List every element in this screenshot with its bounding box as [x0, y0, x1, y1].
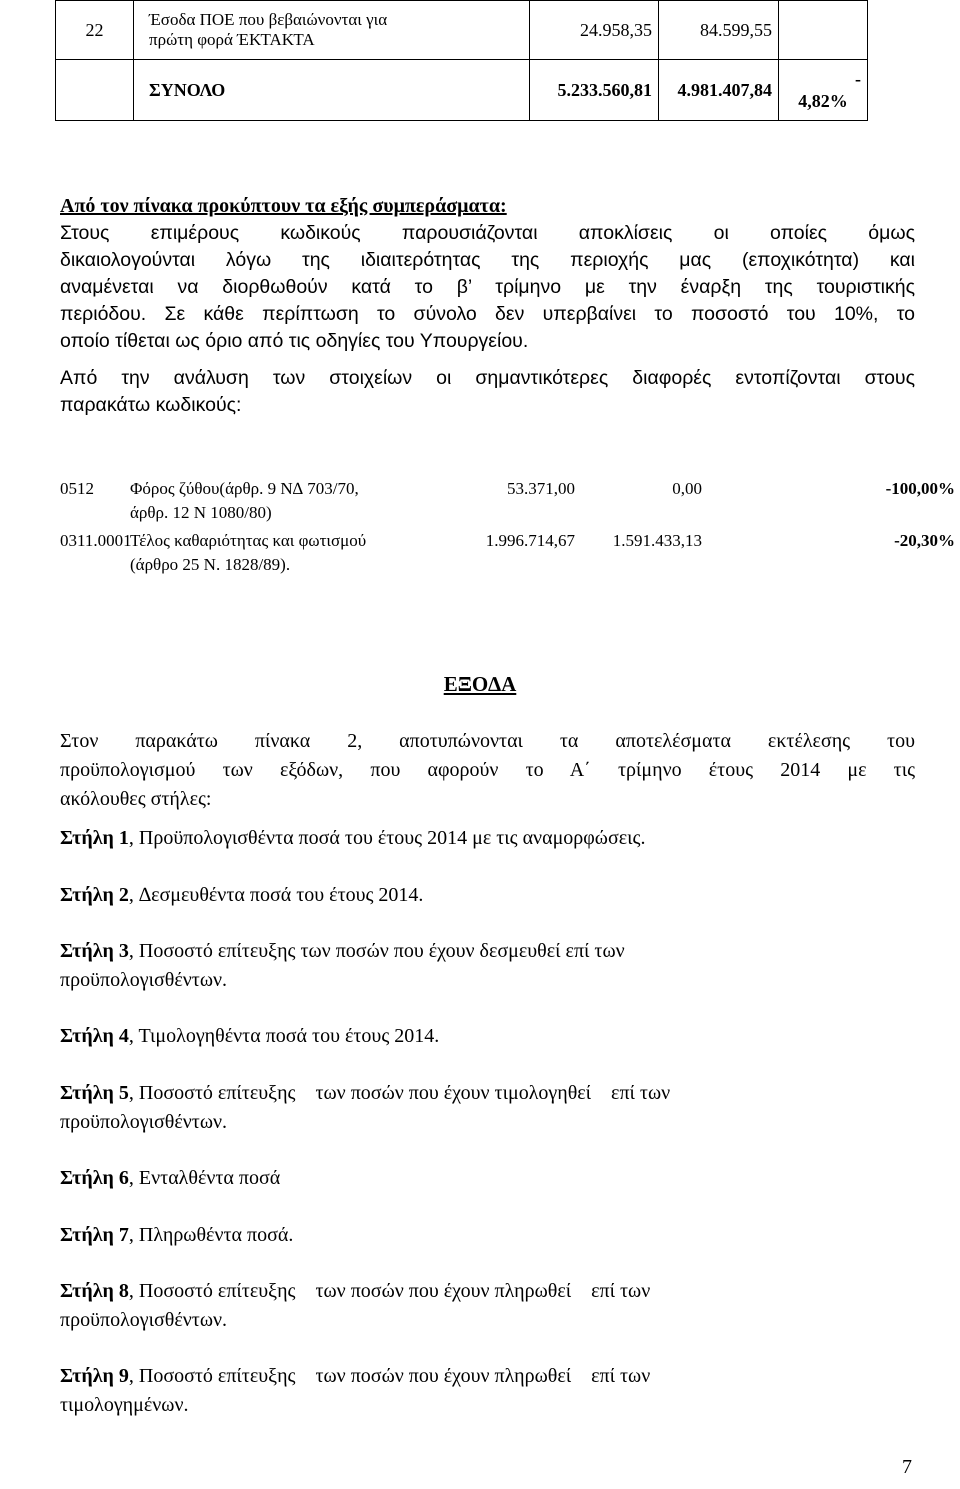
column-1-description	[60, 824, 915, 853]
code-percent: -100,00%	[885, 479, 955, 498]
column-text: , Ποσοστό επίτευξης των ποσών που έχουν πληρωθεί επί των	[128, 1280, 651, 1302]
row-percent	[779, 1, 868, 60]
column-label: Στήλη 2	[60, 884, 129, 906]
text-line: προϋπολογισμού των εξόδων, που αφορούν το Α΄ τρίμηνο έτους 2014 με τις	[60, 759, 915, 781]
text-line: Από την ανάλυση των στοιχείων οι σημαντικότερες διαφορές εντοπίζονται στους	[60, 367, 915, 389]
text-line: δικαιολογούνται λόγω της ιδιαιτερότητας της περιοχής μας (εποχικότητα) και	[60, 249, 915, 271]
text-line: αναμένεται να διορθωθούν κατά το β’ τρίμηνο με την έναρξη της τουριστικής	[60, 276, 915, 298]
column-label: Στήλη 3	[60, 940, 129, 962]
column-label: Στήλη 4	[60, 1025, 129, 1047]
column-label: Στήλη 9	[60, 1365, 129, 1387]
row-description-line: πρώτη φορά ΈΚΤΑΚΤΑ	[149, 30, 315, 49]
column-text: , Πληρωθέντα ποσά.	[128, 1224, 294, 1246]
total-percent-value: 4,82%	[798, 91, 848, 111]
total-label	[134, 60, 530, 121]
column-5-description	[60, 1079, 915, 1137]
column-label: Στήλη 1	[60, 827, 129, 849]
revenue-table	[55, 0, 868, 121]
column-label: Στήλη 6	[60, 1167, 129, 1189]
conclusions-paragraph-2	[60, 365, 915, 419]
row-value-1: 24.958,35	[530, 1, 659, 60]
column-text-continued: τιμολογημένων.	[60, 1394, 189, 1416]
expenses-intro	[60, 727, 915, 814]
code-value-1: 53.371,00	[507, 479, 575, 498]
column-4-description	[60, 1022, 915, 1051]
expenses-title: ΕΞΟ∆Α	[443, 672, 517, 696]
row-description-line: Έσοδα ΠΟΕ που βεβαιώνονται για	[149, 10, 388, 29]
code-percent: -20,30%	[894, 531, 955, 550]
column-9-description	[60, 1362, 915, 1420]
code-description: Φόρος ζύθου(άρθρ. 9 Ν∆ 703/70,	[130, 479, 359, 498]
total-code-cell	[56, 60, 134, 121]
code-cell: 0512	[60, 479, 94, 498]
total-value-2: 4.981.407,84	[659, 60, 779, 121]
column-text: , Προϋπολογισθέντα ποσά του έτους 2014 με τις αναμορφώσεις.	[128, 827, 646, 849]
column-label: Στήλη 5	[60, 1082, 129, 1104]
page-number: 7	[902, 1456, 912, 1478]
code-description: (άρθρο 25 Ν. 1828/89).	[130, 555, 291, 574]
table-row	[56, 1, 868, 60]
code-description: άρθρ. 12 Ν 1080/80)	[130, 503, 272, 522]
text-line: περιόδου. Σε κάθε περίπτωση το σύνολο δεν υπερβαίνει το ποσοστό του 10%, το	[60, 303, 915, 325]
conclusions-heading-text: Από τον πίνακα προκύπτουν τα εξής συμπεράσματα:	[60, 195, 507, 217]
row-value-2: 84.599,55	[659, 1, 779, 60]
total-percent	[779, 60, 868, 121]
column-text: , Τιμολογηθέντα ποσά του έτους 2014.	[128, 1025, 440, 1047]
code-cell: 0311.0001	[60, 531, 132, 550]
total-value-1: 5.233.560,81	[530, 60, 659, 121]
row-code: 22	[56, 1, 134, 60]
column-text: , Ποσοστό επίτευξης των ποσών που έχουν δεσμευθεί επί των	[128, 940, 625, 962]
column-8-description	[60, 1277, 915, 1335]
column-6-description	[60, 1164, 915, 1193]
column-3-description	[60, 937, 915, 995]
column-text: , Ποσοστό επίτευξης των ποσών που έχουν πληρωθεί επί των	[128, 1365, 651, 1387]
column-text-continued: προϋπολογισθέντων.	[60, 969, 228, 991]
code-value-2: 1.591.433,13	[612, 531, 702, 550]
total-percent-sign: -	[855, 69, 861, 89]
column-2-description	[60, 881, 915, 910]
total-label-text: ΣΥΝΟΛΟ	[149, 80, 226, 100]
text-line: παρακάτω κωδικούς:	[60, 394, 242, 416]
text-line: ακόλουθες στήλες:	[60, 788, 212, 810]
column-label: Στήλη 8	[60, 1280, 129, 1302]
column-text: , Ποσοστό επίτευξης των ποσών που έχουν τιμολογηθεί επί των	[128, 1082, 671, 1104]
code-description: Τέλος καθαριότητας και φωτισμού	[130, 531, 367, 550]
column-text: , ∆εσμευθέντα ποσά του έτους 2014.	[128, 884, 424, 906]
row-description	[134, 1, 530, 60]
column-text-continued: προϋπολογισθέντων.	[60, 1309, 228, 1331]
text-line: Στον παρακάτω πίνακα 2, αποτυπώνονται τα αποτελέσματα εκτέλεσης του	[60, 730, 915, 752]
column-7-description	[60, 1221, 915, 1250]
text-line: Στους επιμέρους κωδικούς παρουσιάζονται αποκλίσεις οι οποίες όμως	[60, 222, 915, 244]
column-label: Στήλη 7	[60, 1224, 129, 1246]
conclusions-paragraph-1	[60, 220, 915, 355]
code-value-2: 0,00	[672, 479, 702, 498]
code-value-1: 1.996.714,67	[485, 531, 575, 550]
conclusions-heading	[60, 193, 915, 220]
column-text-continued: προϋπολογισθέντων.	[60, 1111, 228, 1133]
text-line: οποίο τίθεται ως όριο από τις οδηγίες του Υπουργείου.	[60, 330, 529, 352]
total-row	[56, 60, 868, 121]
column-text: , Ενταλθέντα ποσά	[128, 1167, 281, 1189]
